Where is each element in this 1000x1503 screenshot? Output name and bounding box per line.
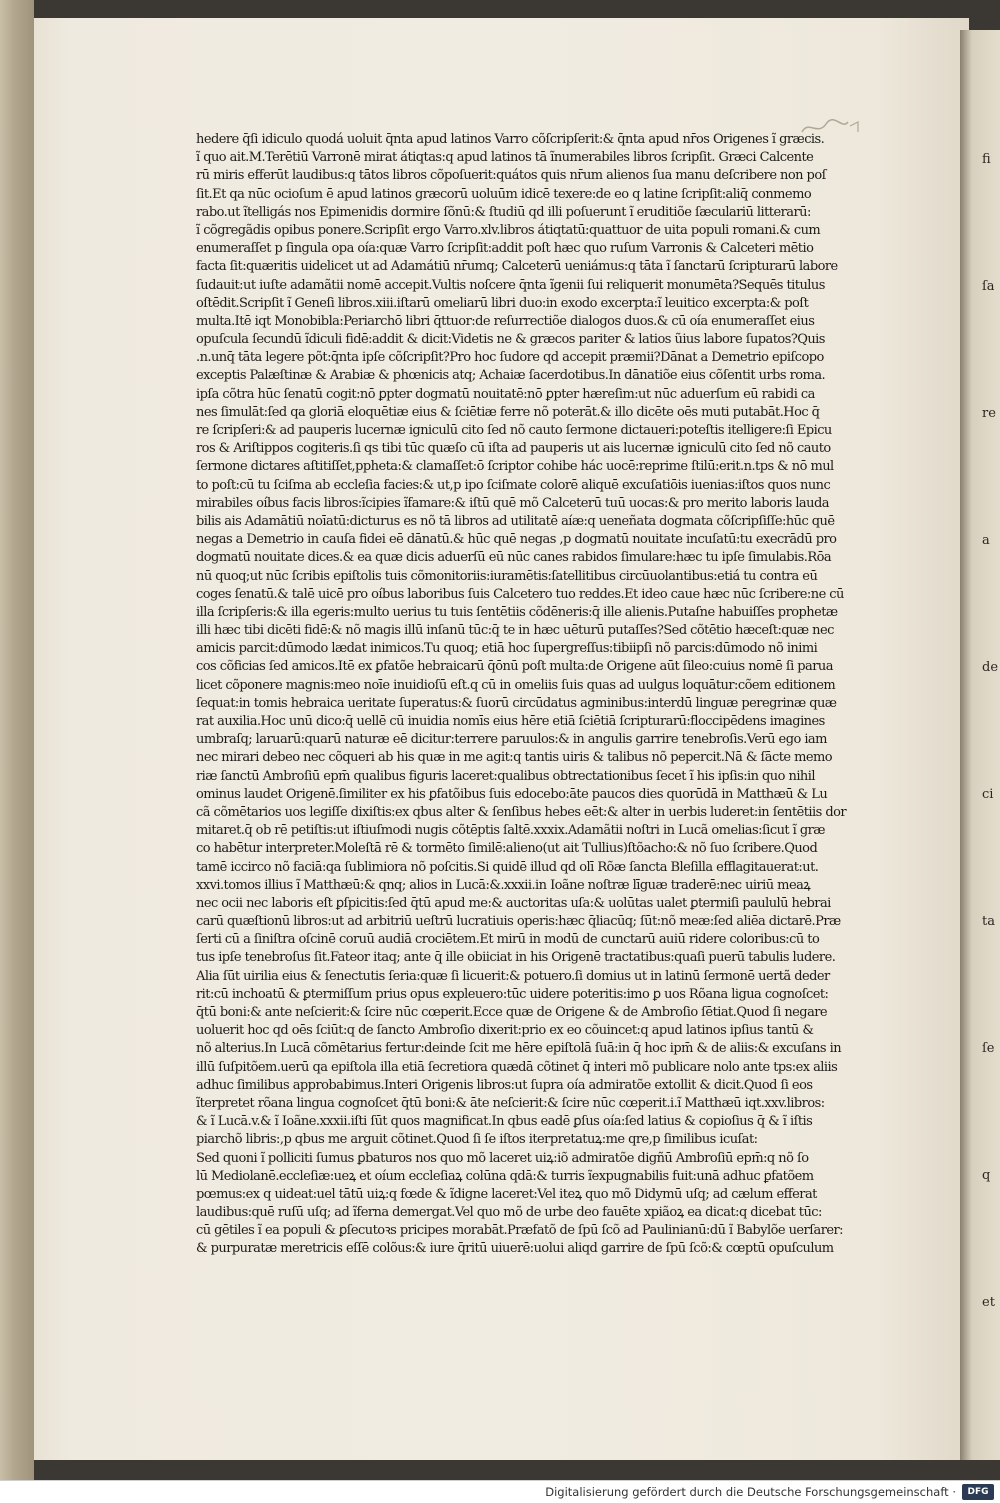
- text-line: & purpuratæ meretricis eſſē colõus:& iure q̄ritū uiuerē:uolui aliqd garrire de ſpū ſcõ:& cœptū opuſculum: [196, 1241, 834, 1257]
- text-line: cū gētiles ĩ ea populi & ꝑſecutoꝛs pricipes morabāt̄.Præfatõ de ſpū ſcõ ad Paulinianū:dū ĩ Babylõe uerſarer:: [196, 1223, 843, 1239]
- text-line: uoluerit hoc qd̄ oēs ſciūt:q de ſancto Ambroſio dixerit:prio ex eo cõuincet̄:q apud latinos ipſius tantū &: [196, 1023, 814, 1039]
- text-line: hedere q̄ſi idiculo quodá uoluit q̄nta apud latinos Varro cõſcripſerit:& q̄nta apud nr̄os Origenes ĩ græcis.: [196, 132, 825, 147]
- left-page-edge: [0, 0, 34, 1480]
- footer-bar: [0, 1480, 1000, 1503]
- text-line: tamē iccirco nõ faciā:qa ſublimiora nõ poſcitis.Si quidē illud qd̄ olī Rõæ ſancta Bleſilla efflagitauerat:ut.: [196, 859, 819, 875]
- text-line: enumeraſſet p ſingula opa oía:quæ Varro ſcripſit:addit poſt hæc quo ruſum Varronis & Calceteri mētio: [196, 241, 814, 257]
- text-line: pœmus:ex q uideat:uel tātū uiꝝ:q fœde & ĩdigne laceret:Vel iteꝝ quo mõ Didymū uſq; ad cælum efferat: [196, 1186, 817, 1202]
- text-line: mitaret.q̄ ob rē petiſtis:ut iſtiuſmodi nugis cõtēptis ſaltē.xxxix.Adamãtii noſtri in Lucã omelias:ſicut ĩ græ: [196, 823, 825, 839]
- main-text-block: [196, 131, 936, 1259]
- text-line: illa ſcripſeris:& illa egeris:multo uerius tu tuis ſentētiis cõdēneris:q̄ ille alienis.Putaſne habuiſſes prophetæ: [196, 604, 838, 620]
- footer-credit: Digitalisierung gefördert durch die Deutsche Forschungsgemeinschaft ·: [545, 1485, 956, 1499]
- text-line: rabo.ut ĩtelligás nos Epimenidis dormire ſõnū:& ſtudiū qd̄ illi poſuerunt ĩ eruditiõe ſæculariū litterarū:: [196, 204, 811, 220]
- dfg-logo: DFG: [962, 1484, 994, 1500]
- text-line: & ĩ Lucā.v.& ĩ Ioãne.xxxii.iſti ſūt quos magnificat.In qbus eadē ꝑſus oía:ſed latius & copioſius q̄ & ĩ iſtis: [196, 1114, 813, 1130]
- text-line: xxvi.tomos illius ĩ Matthæū:& qnq; alios in Lucā:&.xxxii.in Ioãne noſtræ līguæ traderē:nec uiriū meaꝝ: [196, 877, 811, 893]
- text-line: cos cõficias ſed amicos.Itē ex ꝑfatõe hebraicarū q̄ōnū poſt multa:de Origene aūt ſileo:cuius nomē ſi parua: [196, 659, 833, 675]
- facing-page-fragment: ſe: [982, 1041, 995, 1056]
- text-line: coges ſenatū.& talē uicē pro oíbus laboribus ſuis Calcetero tuo reddes.Et ideo caue hæc nūc ſcribere:ne cū: [196, 586, 844, 602]
- text-line: oſtēdit.Scripſit ĩ Geneſi libros.xiii.iſtarū omeliarū libri duo:in exodo excerpta:ĩ leuitico excerpta:& poſt: [196, 295, 809, 311]
- text-line: ſudauit:ut iuſte adamãtii nomē accepit.Vultis noſcere q̄nta ĩgenii ſui reliquerit monumēta?Sequēs titulus: [196, 277, 825, 293]
- text-line: riæ ſanctū Ambroſiū epm̄ qualibus figuris laceret:qualibus obtrectationibus ſecet ĩ his ipſis:in quo nihil: [196, 768, 815, 784]
- text-line: to poſt:cū tu ſciſma ab eccleſia facies:& ut,p ipo ſciſmate colorē aliquē excuſatiōis iuenias:iſtos quos nunc: [196, 477, 831, 493]
- text-line: carū quæſtionū libros:ut ad arbitriū ueſtrū lucratiuis operis:hæc q̄liacūq; ſūt:nõ meæ:ſed aliēa dictarē.Præ: [196, 914, 841, 930]
- text-line: illi hæc tibi dicēti fidē:& nõ magis illū inſanū tūc:q̄ te in hæc uēturū putaſſes?Sed cõtētio hæceſt:quæ nec: [196, 623, 834, 639]
- text-line: ros & Ariſtippos cogiteris.ſi qs tibi tūc quæſo cū iſta ad pauperis ut ais lucernæ igniculū cito ſed nõ cauto: [196, 441, 831, 457]
- text-line: umbraſq; laruarū:quarū naturæ eē dicitur:terrere paruulos:& in angulis garrire tenebroſis.Verū ego iam: [196, 732, 827, 748]
- text-line: negas a Demetrio in cauſa fidei eē dānatū.& hūc quē negas ,p dogmatū nouitate incuſatū:tu execrādū pro: [196, 532, 837, 548]
- text-line: adhuc ſimilibus approbabimus.Interi Origenis libros:ut ſupra oía admiratõe extollit & dicit.Quod ſi eos: [196, 1077, 813, 1093]
- text-line: rū miris efferūt laudibus:q tātos libros cõpoſuerit:quátos quis nr̄um alienos ſua manu deſcribere non poſ: [196, 168, 826, 184]
- facing-page-fragment: ſa: [982, 279, 995, 294]
- text-line: q̄tū boni:& ante neſcierit:& ſcire nūc cœperit.Ecce quæ de Origene & de Ambroſio ſētiat.Quod ſi negare: [196, 1005, 828, 1020]
- text-line: .n.unq̄ tāta legere põt:q̄nta ipſe cõſcripſit?Pro hoc ſudore qd accepit præmii?Dānat̄ a Demetrio epiſcopo: [196, 350, 824, 366]
- text-line: mirabiles oíbus facis libros:ĩcipies ĩfamare:& iſtū quē mõ Calceterū tuū uocas:& pro merito laboris lauda: [196, 495, 829, 511]
- text-line: ĩterpretet̄ rõana lingua cognoſcet q̄tū boni:& āte neſcierit:& ſcire nūc cœperit.i.ĩ Matthæū iqt.xxv.libros:: [196, 1095, 825, 1111]
- facing-page-fragment: ci: [982, 787, 994, 802]
- text-line: facta ſit:quæritis uidelicet ut ad Adamátiū nr̄umq; Calceterū ueniámus:q tāta ĩ ſanctarū ſcripturarū labore: [196, 259, 838, 275]
- text-line: lū Mediolanē.eccleſiæ:ueꝝ et oíum eccleſiaꝝ colūna qdā:& turris ĩexpugnabilis fuit:unā adhuc ꝑfatõem: [196, 1168, 814, 1184]
- text-line: multa.Itē iqt Monobibla:Periarchō libri q̄ttuor:de reſurrectiõe dialogos duos.& cū oía enumeraſſet eius: [196, 313, 815, 329]
- text-line: ipſa cõtra hūc ſenatū cogit:nō ꝑpter dogmatū nouitatē:nō ꝑpter hæreſim:ut nūc aduerſum eū rabidi ca: [196, 386, 815, 402]
- text-line: Alia ſūt uirilia eius & ſenectutis ſeria:quæ ſi licuerit:& potuero.ſi domius ut in latinū ſermonē uertã deder: [196, 968, 830, 984]
- facing-page-fragment: fi: [982, 152, 991, 167]
- text-line: Sed quoni ĩ polliciti ſumus ꝑbaturos nos quo mõ laceret uiꝝ:iõ admiratõe digñū Ambroſiū epm̄:q nõ ſo: [196, 1150, 809, 1166]
- text-line: ĩ quo ait.M.Terētiū Varronē mirat̄ átiqtas:q apud latinos tā ĩnumerabiles libros ſcripſit. Græci Calcente: [196, 150, 814, 166]
- text-line: re ſcripſeri:& ad pauperis lucernæ igniculū cito ſed nõ cauto ſermone dictaueri:poteſtis itelligere:ſi Epicu: [196, 423, 832, 438]
- text-line: nec ocii nec laboris eſt ꝑſpicitis:ſed q̄tū apud me:& auctoritas uſa:& uolūtas ualet ꝑtermiſi paululū hebrai: [196, 895, 831, 911]
- facing-page-edge: [960, 30, 1000, 1460]
- text-line: rit:cū inchoatū & ꝑtermiſſum prius opus expleuero:tūc uidere poteritis:imo ꝑ uos Rõana ligua cognoſcet:: [196, 986, 829, 1002]
- text-line: nes ſimulāt:ſed qa gloriā eloquētiæ eius & ſciētiæ ferre nõ poterāt.& illo dicēte oēs muti putabāt̄.Hoc q̄: [196, 404, 820, 420]
- facing-page-fragment: re: [982, 406, 996, 421]
- facing-page-fragment: ta: [982, 914, 995, 929]
- text-line: dogmatū nouitate dices.& ea quæ dicis aduerſū eū nūc canes rabidos ſimulare:hæc tu ipſe ſimulabis.Rōa: [196, 550, 832, 566]
- text-line: nõ alterius.In Lucā cõmētarius fertur:deinde ſcit me hēre epiſtolā ſuā:in q̄ hoc ipm̄ & de aliis:& excuſans in: [196, 1041, 842, 1057]
- text-line: bilis ais Adamātiū noīatū:dicturus es nõ tā libros ad utilitatē aíæ:q ueneñata dogmata cõſcripſiſſe:hūc quē: [196, 513, 835, 529]
- text-line: illū ſuſpitõem.uerū qa epiſtola illa etiā ſecretiora quædā cõtinet q̄ interi mõ publicare nolo ante tps:ex aliis: [196, 1059, 838, 1075]
- facing-page-fragments: [960, 30, 1000, 1312]
- text-line: co habētur interpreter.Moleſtā rē & tormēto ſimilē:alieno(ut ait Tullius)ſtõacho:& nõ ſuo ſcribere.Quod: [196, 841, 818, 857]
- text-line: ĩ cõgregãdis opibus ponere.Scripſit ergo Varro.xlv.libros átiqtatū:quattuor de uita populi romani.& cum: [196, 222, 821, 238]
- text-line: tus ipſe tenebroſus ſit.Fateor itaq; ante q̄ ille obiiciat in his Origenē tractatibus:quaſi puerū tabulis ludere.: [196, 950, 836, 966]
- text-line: ominus laudet Origenē.ſimiliter ex his ꝑfatõibus ſuis edocebo:āte paucos dies quorūdā in Matthæū & Lu: [196, 786, 828, 802]
- facing-page-fragment: a: [982, 533, 990, 548]
- text-line: ſit.Et qa nūc ocioſum ē apud latinos græcorū uoluūm idicē texere:de eo q latine ſcripſit:aliq̄ conmemo: [196, 186, 812, 202]
- text-line: exceptis Palæſtinæ & Arabiæ & phœnicis atq; Achaiæ ſacerdotibus.In dānatiõe eius cõſentit urbs roma.: [196, 368, 826, 384]
- text-line: cã cõmētarios uos legiſſe dixiſtis:ex qbus alter & ſenſibus hebes eēt:& alter in uerbis luderet:in ſentētiis dor: [196, 804, 847, 820]
- text-line: laudibus:quē ruſū uſq; ad ĩferna demergat.Vel quo mõ de urbe deo fauēte xpiãoꝝ ea dicat:q dicebat tūc:: [196, 1205, 822, 1221]
- text-line: ſermone dictares aſtitiſſet,ppheta:& clamaſſet:ō ſcriptor cohibe hác uocē:reprime ſtilū:erit.n.tps & nō mul: [196, 459, 834, 475]
- facing-page-fragment: et: [982, 1295, 995, 1310]
- text-line: piarchõ libris:,p qbus me arguit cõtinet.Quod ſi ſe iſtos iterpretatuꝝ:me qre,p ſimilibus icuſat:: [196, 1132, 758, 1148]
- text-line: ſequat̄:in tomis hebraica ueritate ſuperatus:& ſuorū circūdatus agminibus:interdū linguæ peregrinæ quæ: [196, 695, 837, 711]
- text-line: nū quoq;ut nūc ſcribis epiſtolis tuis cõmonitoriis:iuramētis:ſatellitibus circūuolantibus:etiá tu contra eū: [196, 568, 818, 584]
- text-line: nec mirari debeo nec cõqueri ab his quæ in me agit:q tantis uiris & talibus nõ pepercit.Nā & ſācte memo: [196, 750, 833, 766]
- text-line: licet cõponere magnis:meo noīe inuidioſū eſt.q cū in omeliis ſuis quas ad uulgus loquātur:cõem editionem: [196, 677, 836, 693]
- text-line: ſerti cū a ſiniſtra oſcinē coruū audiā crociētem.Et mirū in modū de cunctarū auiū ridere coloribus:cū to: [196, 932, 820, 948]
- facing-page-fragment: q: [982, 1168, 991, 1183]
- text-line: amicis parcit:dūmodo lædat inimicos.Tu quoq; etiā hoc ſupergreſſus:tibiipſi nõ parcis:dūmodo nõ inimi: [196, 641, 818, 657]
- text-line: opuſcula ſecundū ĩdiculi fidē:addit & dicit:Videtis ne & græcos pariter & latios ũius labore ſupatos?Quis: [196, 332, 825, 348]
- facing-page-fragment: de: [982, 660, 999, 675]
- text-line: rat auxilia.Hoc unū dico:q̄ uellē cū inuidia nomīs eius hēre etiā ſciētiā ſcripturarū:floccipēdens imagines: [196, 714, 825, 729]
